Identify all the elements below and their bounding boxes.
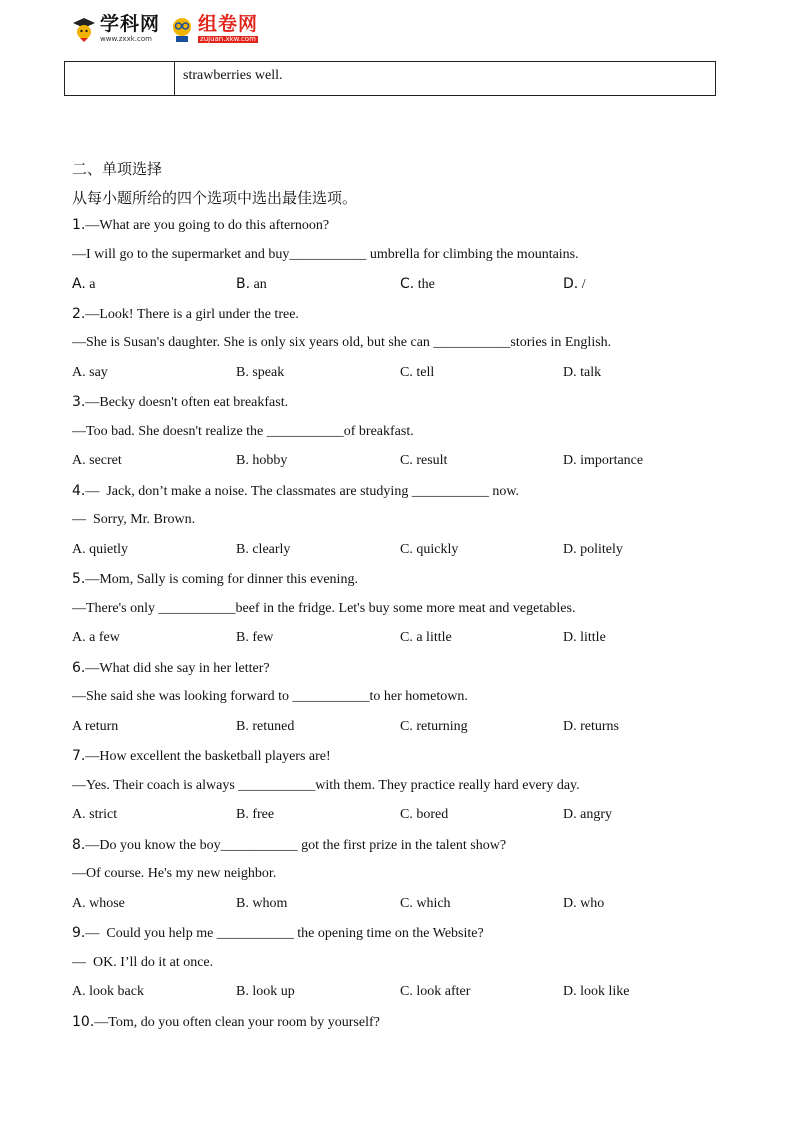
option-text: free — [248, 807, 275, 822]
option-text: an — [250, 277, 267, 292]
option-letter: B. — [236, 718, 249, 734]
option-a — [72, 896, 125, 912]
option-b — [236, 807, 274, 823]
option-text: which — [412, 895, 451, 911]
question-text: —She is Susan's daughter. She is only six years old, but she can ___________stories in English. — [72, 335, 612, 350]
option-text: politely — [576, 541, 623, 557]
option-c — [400, 630, 452, 646]
answer-table-fragment — [64, 61, 716, 96]
option-letter: A. — [72, 541, 86, 557]
option-text: look up — [248, 984, 295, 999]
option-text: result — [412, 453, 448, 468]
question-stem — [72, 748, 331, 765]
question-number: 2. — [72, 305, 86, 322]
question-line — [72, 512, 195, 528]
question-number: 6. — [72, 659, 86, 676]
option-letter: C. — [400, 541, 413, 557]
question-line — [72, 247, 579, 263]
option-letter: A. — [72, 984, 86, 999]
logo2-url: zujuan.xkw.com — [198, 36, 258, 43]
question-text: —Becky doesn't often eat breakfast. — [85, 395, 289, 410]
option-b — [236, 542, 290, 558]
table-cell-text: strawberries well. — [183, 68, 283, 83]
option-text: clearly — [248, 541, 291, 557]
question-line — [72, 955, 213, 971]
section-instruction: 从每小题所给的四个选项中选出最佳选项。 — [72, 189, 358, 207]
question-text: —Tom, do you often clean your room by yourself? — [94, 1014, 380, 1030]
option-text: whom — [248, 895, 288, 911]
option-a — [72, 984, 144, 1000]
option-d — [563, 719, 619, 735]
option-text: speak — [248, 364, 285, 380]
option-text: returning — [412, 718, 468, 734]
question-number: 8. — [72, 836, 86, 853]
question-stem — [72, 217, 329, 234]
option-a — [72, 453, 122, 469]
option-letter: A. — [72, 276, 86, 292]
option-text: importance — [576, 453, 644, 468]
question-line — [72, 335, 611, 351]
question-number: 9. — [72, 925, 86, 941]
question-line — [72, 689, 468, 705]
option-d — [563, 365, 601, 381]
option-letter: A. — [72, 807, 86, 822]
option-letter: C. — [400, 984, 413, 999]
option-text: look back — [85, 984, 144, 999]
option-letter: D. — [563, 276, 579, 292]
option-text: look after — [412, 984, 471, 999]
option-b — [236, 276, 267, 293]
question-text: —She said she was looking forward to ___________to her hometown. — [72, 689, 468, 704]
option-d — [563, 542, 623, 558]
option-letter: C. — [400, 276, 415, 292]
question-text: —I will go to the supermarket and buy___________ umbrella for climbing the mountains. — [72, 246, 579, 262]
question-stem — [72, 306, 299, 323]
option-c — [400, 807, 448, 823]
option-c — [400, 896, 451, 912]
question-line — [72, 866, 276, 882]
option-a — [72, 630, 120, 646]
option-text: say — [85, 364, 108, 380]
option-letter: B. — [236, 984, 249, 999]
logo2-name: 组卷网 — [198, 13, 259, 35]
question-text: —How excellent the basketball players are! — [85, 749, 331, 764]
option-d — [563, 276, 586, 293]
option-text: who — [576, 895, 605, 911]
mascot-icon — [170, 15, 194, 43]
zujuan-logo — [170, 15, 258, 43]
option-text: tell — [412, 364, 435, 380]
option-letter: D. — [563, 364, 577, 380]
header-logos — [72, 10, 258, 48]
option-letter: C. — [400, 807, 413, 822]
option-text: quickly — [412, 541, 459, 557]
option-text: little — [576, 630, 606, 645]
section-title: 二、单项选择 — [72, 160, 163, 178]
question-text: —Of course. He's my new neighbor. — [72, 866, 277, 881]
option-text: bored — [412, 807, 449, 822]
option-text: angry — [576, 807, 613, 822]
zxxk-logo — [72, 15, 160, 43]
option-text: quietly — [85, 541, 129, 557]
option-text: retuned — [248, 718, 295, 734]
question-text: —Yes. Their coach is always ___________with them. They practice really hard every day. — [72, 777, 580, 793]
option-letter: D. — [563, 895, 577, 911]
option-letter: B. — [236, 807, 249, 822]
option-letter: D. — [563, 718, 577, 734]
question-text: — OK. I’ll do it at once. — [72, 954, 214, 970]
option-letter: B. — [236, 895, 249, 911]
option-b — [236, 896, 287, 912]
option-a — [72, 365, 108, 381]
option-letter: C. — [400, 630, 413, 645]
option-a — [72, 719, 118, 735]
option-c — [400, 984, 470, 1000]
option-d — [563, 453, 643, 469]
option-c — [400, 719, 468, 735]
option-a — [72, 542, 128, 558]
question-stem — [72, 837, 506, 854]
question-text: —Too bad. She doesn't realize the ___________of breakfast. — [72, 423, 414, 439]
option-b — [236, 365, 284, 381]
option-letter: C. — [400, 364, 413, 380]
question-number: 10. — [72, 1013, 95, 1030]
option-a — [72, 807, 117, 823]
option-letter: C. — [400, 895, 413, 911]
option-c — [400, 365, 434, 381]
question-stem — [72, 483, 519, 500]
option-text: / — [578, 277, 586, 292]
option-d — [563, 896, 604, 912]
option-letter: A — [72, 718, 82, 734]
option-letter: D. — [563, 453, 577, 468]
question-text: —Do you know the boy___________ got the first prize in the talent show? — [85, 837, 507, 853]
option-a — [72, 276, 96, 293]
question-text: —Look! There is a girl under the tree. — [85, 306, 299, 322]
option-letter: A. — [72, 895, 86, 911]
option-text: the — [414, 277, 435, 292]
option-letter: C. — [400, 718, 413, 734]
option-text: a little — [412, 630, 452, 645]
option-letter: B. — [236, 453, 249, 468]
option-letter: B. — [236, 364, 249, 380]
question-text: — Sorry, Mr. Brown. — [72, 512, 196, 527]
option-d — [563, 807, 612, 823]
question-text: —Mom, Sally is coming for dinner this evening. — [85, 572, 358, 587]
option-text: whose — [85, 895, 125, 911]
option-d — [563, 630, 606, 646]
option-letter: B. — [236, 276, 251, 292]
option-letter: A. — [72, 364, 86, 380]
logo1-name: 学科网 — [100, 13, 161, 35]
question-stem — [72, 394, 288, 411]
question-text: — Jack, don’t make a noise. The classmates are studying ___________ now. — [85, 483, 520, 499]
option-text: a — [85, 277, 96, 292]
option-c — [400, 276, 435, 293]
question-number: 1. — [72, 217, 86, 233]
option-text: talk — [576, 364, 602, 380]
question-number: 7. — [72, 748, 86, 764]
option-letter: A. — [72, 630, 86, 645]
question-number: 4. — [72, 482, 86, 499]
question-stem — [72, 925, 484, 942]
option-text: few — [248, 630, 274, 645]
question-line — [72, 601, 575, 617]
option-text: look like — [576, 984, 630, 999]
option-letter: B. — [236, 541, 249, 557]
question-text: —There's only ___________beef in the fridge. Let's buy some more meat and vegetables. — [72, 600, 576, 616]
question-number: 5. — [72, 571, 86, 587]
option-text: return — [81, 718, 119, 734]
option-letter: D. — [563, 630, 577, 645]
option-c — [400, 542, 458, 558]
option-letter: B. — [236, 630, 249, 645]
option-text: strict — [85, 807, 118, 822]
graduate-cap-icon — [72, 15, 96, 43]
question-stem — [72, 1014, 380, 1031]
option-letter: D. — [563, 807, 577, 822]
option-text: a few — [85, 630, 120, 645]
option-b — [236, 719, 294, 735]
option-b — [236, 630, 273, 646]
logo1-url: www.zxxk.com — [100, 35, 152, 43]
table-cell-empty — [65, 62, 175, 95]
option-letter: D. — [563, 541, 577, 557]
question-stem — [72, 660, 270, 677]
option-letter: A. — [72, 453, 86, 468]
option-d — [563, 984, 630, 1000]
question-text: —What did she say in her letter? — [85, 660, 270, 676]
question-line — [72, 778, 580, 794]
option-letter: D. — [563, 984, 577, 999]
option-b — [236, 453, 287, 469]
question-text: —What are you going to do this afternoon? — [85, 218, 330, 233]
option-text: returns — [576, 718, 620, 734]
question-text: — Could you help me ___________ the opening time on the Website? — [85, 926, 484, 941]
question-stem — [72, 571, 358, 588]
option-text: secret — [85, 453, 122, 468]
option-b — [236, 984, 295, 1000]
option-c — [400, 453, 447, 469]
option-text: hobby — [248, 453, 288, 468]
option-letter: C. — [400, 453, 413, 468]
question-number: 3. — [72, 394, 86, 410]
question-line — [72, 424, 414, 440]
